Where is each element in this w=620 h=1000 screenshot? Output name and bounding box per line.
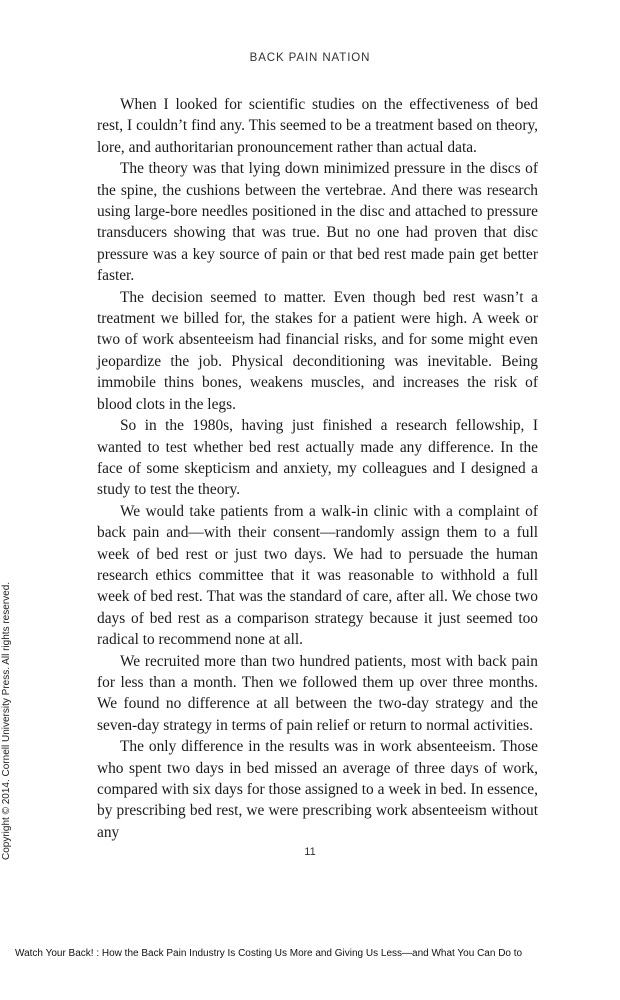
- book-title-footer: Watch Your Back! : How the Back Pain Industry Is Costing Us More and Giving Us Less—and What You Can Do to: [15, 948, 523, 959]
- paragraph: We would take patients from a walk-in clinic with a complaint of back pain and—with their consent—randomly assign them to a full week of bed rest or just two days. We had to persuade the human research ethics committee that it was reasonable to withhold a full week of bed rest. That was the standard of care, after all. We chose two days of bed rest as a comparison strategy because it just seemed too radical to recommend none at all.: [97, 502, 538, 649]
- paragraph: The only difference in the results was in work absenteeism. Those who spent two days in bed missed an average of three days of work, compared with six days for those assigned to a week in bed. In essence, by prescribing bed rest, we were prescribing work absenteeism without any: [97, 738, 538, 841]
- paragraph: The theory was that lying down minimized pressure in the discs of the spine, the cushions between the vertebrae. And there was research using large-bore needles positioned in the disc and attached to pressure transducers showing that was true. But no one had proven that disc pressure was a key source of pain or that bed rest made pain get better faster.: [97, 160, 538, 285]
- body-text: [97, 94, 538, 843]
- paragraph: When I looked for scientific studies on the effectiveness of bed rest, I couldn’t find any. This seemed to be a treatment based on theory, lore, and authoritarian pronouncement rather than actual data.: [97, 96, 538, 156]
- paragraph: We recruited more than two hundred patients, most with back pain for less than a month. Then we followed them up over three months. We found no difference at all between the two-day strategy and the seven-day strategy in terms of pain relief or return to normal activities.: [97, 652, 538, 734]
- paragraph: So in the 1980s, having just finished a research fellowship, I wanted to test whether bed rest actually made any difference. In the face of some skepticism and anxiety, my colleagues and I designed a study to test the theory.: [97, 417, 538, 499]
- copyright-notice: Copyright © 2014. Cornell University Press. All rights reserved.: [1, 581, 12, 860]
- paragraph: The decision seemed to matter. Even though bed rest wasn’t a treatment we billed for, the stakes for a patient were high. A week or two of work absenteeism had financial risks, and for some might even jeopardize the job. Physical deconditioning was inevitable. Being immobile thins bones, weakens muscles, and increases the risk of blood clots in the legs.: [97, 288, 538, 413]
- page-number: 11: [304, 846, 316, 858]
- running-head: BACK PAIN NATION: [249, 52, 371, 64]
